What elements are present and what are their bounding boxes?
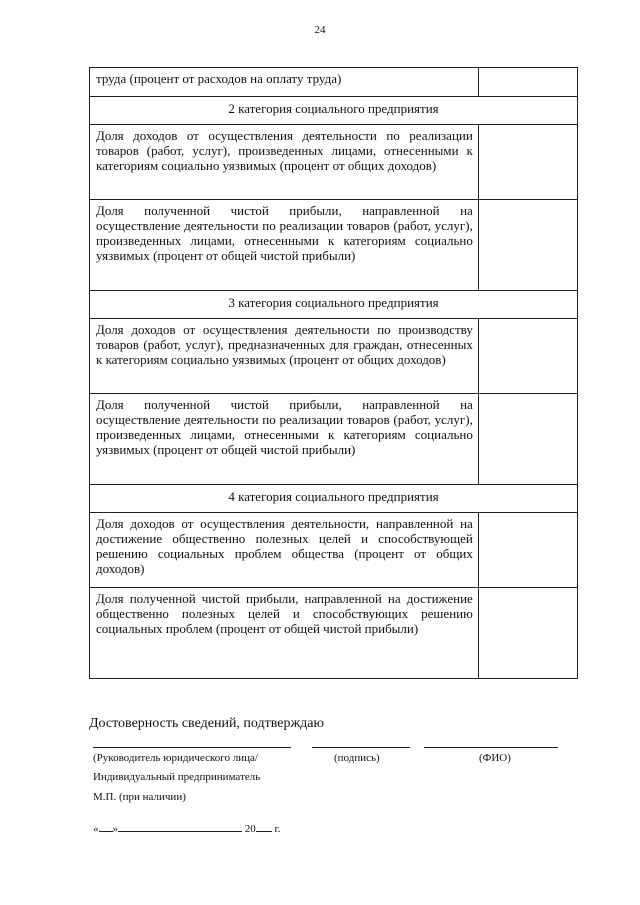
category-header-row <box>90 97 578 125</box>
year-field[interactable] <box>256 821 272 832</box>
fio-line[interactable] <box>424 747 558 748</box>
signature-label: (подпись) <box>334 752 380 764</box>
indicators-table <box>89 67 578 679</box>
category-title: 3 категория социального предприятия <box>90 291 578 319</box>
year-prefix: 20 <box>244 823 256 835</box>
category-header-row <box>90 291 578 319</box>
indicator-value-cell[interactable] <box>478 68 577 97</box>
table-row <box>90 68 578 97</box>
table-row <box>90 513 578 588</box>
confirmation-statement: Достоверность сведений, подтверждаю <box>89 716 324 731</box>
indicator-label: труда (процент от расходов на оплату труда) <box>90 68 479 97</box>
category-title: 4 категория социального предприятия <box>90 485 578 513</box>
indicator-label: Доля доходов от осуществления деятельности по реализации товаров (работ, услуг), произведенных лицами, отнесенными к категориям социально уязвимых (процент от общих доходов) <box>90 125 479 200</box>
indicator-value-cell[interactable] <box>478 394 577 485</box>
fio-label: (ФИО) <box>479 752 511 764</box>
indicator-label: Доля доходов от осуществления деятельности по производству товаров (работ, услуг), предназначенных для граждан, отнесенных к категориям социально уязвимых (процент от общих доходов) <box>90 319 479 394</box>
close-quote: » <box>112 823 118 835</box>
table-row <box>90 125 578 200</box>
indicator-label: Доля полученной чистой прибыли, направленной на осуществление деятельности по реализации товаров (работ, услуг), произведенных лицами, отнесенными к категориям социально уязвимых (процент от общей чистой прибыли) <box>90 394 479 485</box>
table-row <box>90 588 578 679</box>
head-name-line[interactable] <box>93 747 291 748</box>
indicator-value-cell[interactable] <box>478 513 577 588</box>
month-field[interactable] <box>118 821 242 832</box>
indicator-label: Доля полученной чистой прибыли, направленной на достижение общественно полезных целей и способствующих решению социальных проблем (процент от общей чистой прибыли) <box>90 588 479 679</box>
date-line <box>93 821 281 835</box>
open-quote: « <box>93 823 99 835</box>
indicator-value-cell[interactable] <box>478 125 577 200</box>
category-header-row <box>90 485 578 513</box>
table-row <box>90 319 578 394</box>
indicator-value-cell[interactable] <box>478 319 577 394</box>
entrepreneur-label: Индивидуальный предприниматель <box>93 771 261 783</box>
day-field[interactable] <box>99 821 113 832</box>
page-number: 24 <box>314 24 326 36</box>
head-label: (Руководитель юридического лица/ <box>93 752 258 764</box>
table-row <box>90 200 578 291</box>
year-suffix: г. <box>271 823 281 835</box>
category-title: 2 категория социального предприятия <box>90 97 578 125</box>
indicator-value-cell[interactable] <box>478 588 577 679</box>
signature-line[interactable] <box>312 747 410 748</box>
indicator-label: Доля полученной чистой прибыли, направленной на осуществление деятельности по реализации товаров (работ, услуг), произведенных лицами, отнесенными к категориям социально уязвимых (процент от общей чистой прибыли) <box>90 200 479 291</box>
table-row <box>90 394 578 485</box>
indicator-label: Доля доходов от осуществления деятельности, направленной на достижение общественно полезных целей и способствующей решению социальных проблем общества (процент от общих доходов) <box>90 513 479 588</box>
seal-label: М.П. (при наличии) <box>93 791 186 803</box>
indicator-value-cell[interactable] <box>478 200 577 291</box>
